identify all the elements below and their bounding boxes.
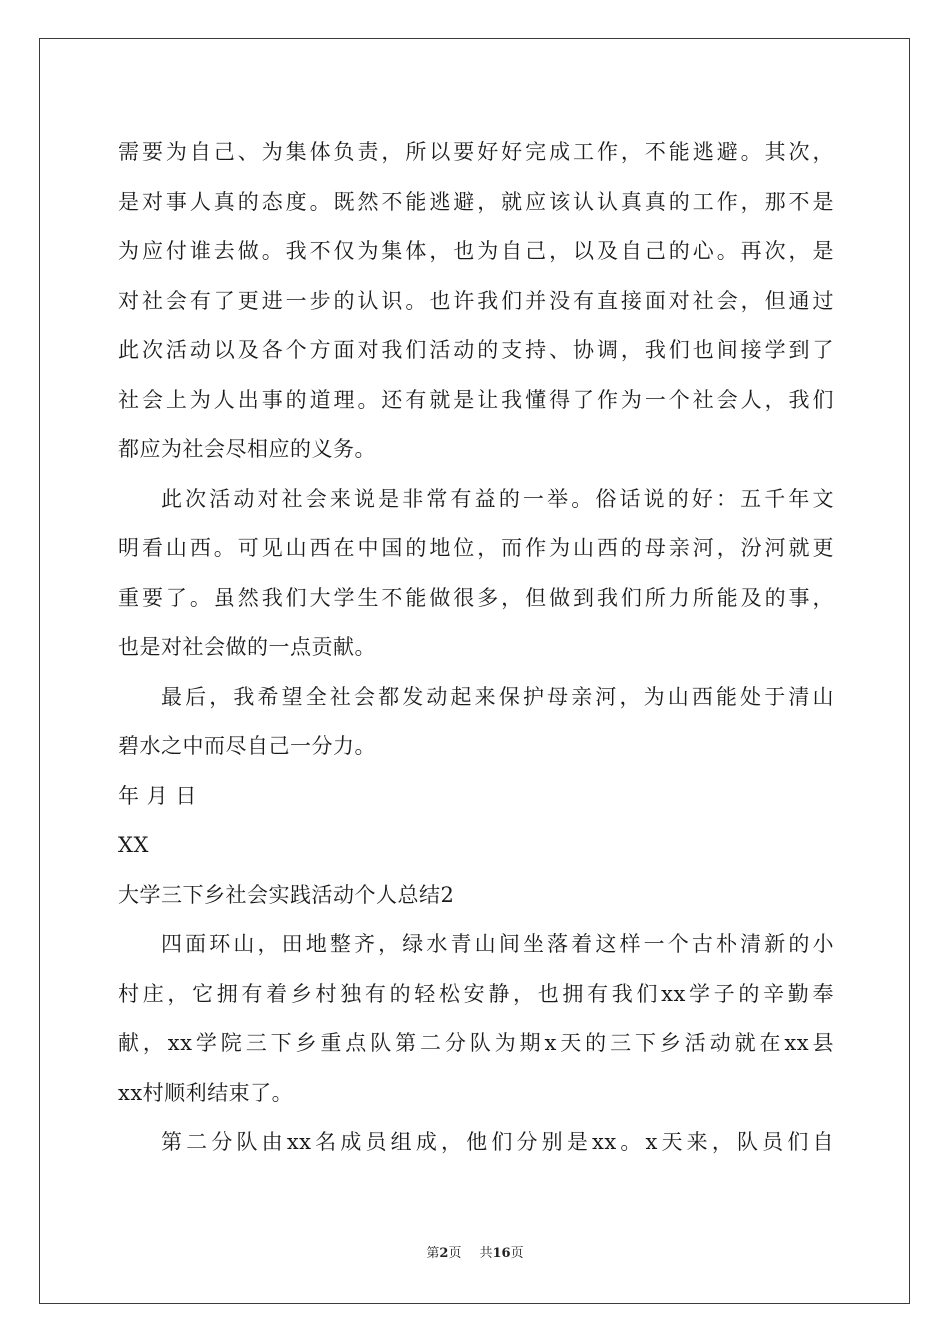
text-line: 需要为自己、为集体负责，所以要好好完成工作，不能逃避。其次， xyxy=(118,140,834,164)
footer-total-prefix: 共 xyxy=(479,1246,493,1261)
text-line: XX xyxy=(118,833,149,857)
footer-prefix: 第 xyxy=(426,1246,440,1261)
text-line: 对社会有了更进一步的认识。也许我们并没有直接面对社会，但通过 xyxy=(118,288,834,313)
document-body xyxy=(118,128,834,1168)
text-line: 重要了。虽然我们大学生不能做很多，但做到我们所力所能及的事， xyxy=(118,585,834,610)
text-line: 碧水之中而尽自己一分力。 xyxy=(118,734,376,758)
text-line: 是对事人真的态度。既然不能逃避，就应该认认真真的工作，那不是 xyxy=(118,189,834,214)
text-line: 也是对社会做的一点贡献。 xyxy=(118,635,376,659)
text-line: 最后，我希望全社会都发动起来保护母亲河，为山西能处于清山 xyxy=(161,684,834,709)
total-pages-number: 16 xyxy=(492,1246,511,1261)
text-line: 献，xx学院三下乡重点队第二分队为期x天的三下乡活动就在xx县 xyxy=(118,1031,834,1055)
text-line: 都应为社会尽相应的义务。 xyxy=(118,437,376,461)
text-line: 此次活动以及各个方面对我们活动的支持、协调，我们也间接学到了 xyxy=(118,338,834,362)
text-line: 此次活动对社会来说是非常有益的一举。俗话说的好：五千年文 xyxy=(161,486,834,511)
text-line: xx村顺利结束了。 xyxy=(118,1080,294,1105)
page-footer xyxy=(0,1245,950,1263)
text-line: 年 月 日 xyxy=(118,783,197,808)
current-page-number: 2 xyxy=(439,1246,449,1261)
text-line: 第二分队由xx名成员组成，他们分别是xx。x天来，队员们自 xyxy=(161,1130,834,1154)
footer-page-suffix: 页 xyxy=(448,1246,462,1261)
text-line: 为应付谁去做。我不仅为集体，也为自己，以及自己的心。再次，是 xyxy=(118,239,834,263)
text-line: 社会上为人出事的道理。还有就是让我懂得了作为一个社会人，我们 xyxy=(118,387,834,412)
text-line: 大学三下乡社会实践活动个人总结2 xyxy=(118,882,455,907)
text-line: 明看山西。可见山西在中国的地位，而作为山西的母亲河，汾河就更 xyxy=(118,536,834,560)
footer-total-suffix: 页 xyxy=(510,1246,524,1261)
text-line: 四面环山，田地整齐，绿水青山间坐落着这样一个古朴清新的小 xyxy=(161,932,834,956)
text-line: 村庄，它拥有着乡村独有的轻松安静，也拥有我们xx学子的辛勤奉 xyxy=(118,981,834,1006)
